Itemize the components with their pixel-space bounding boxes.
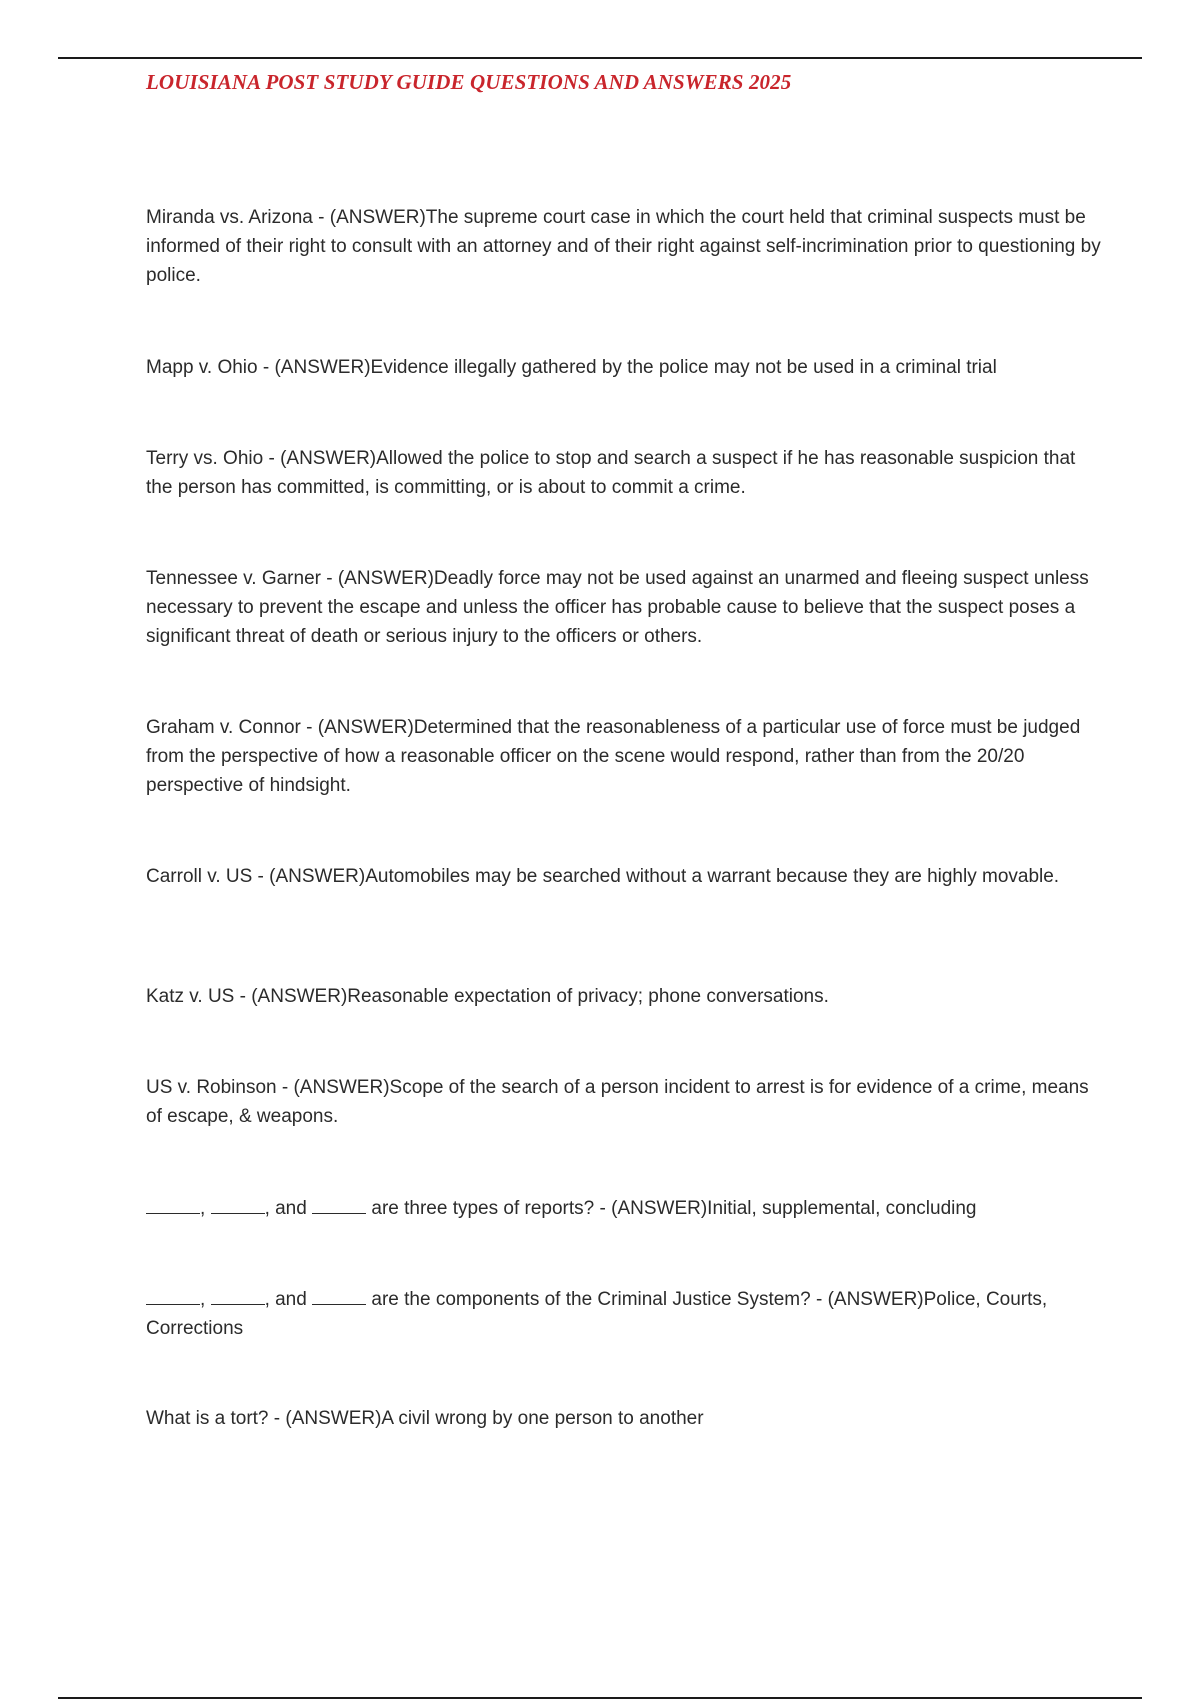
blank-separator: , bbox=[200, 1198, 206, 1219]
answer-blank bbox=[211, 1196, 265, 1214]
qa-item-robinson: US v. Robinson - (ANSWER)Scope of the search of a person incident to arrest is for evidence of a crime, means of escape, & weapons. bbox=[146, 1077, 1089, 1127]
qa-item-terry: Terry vs. Ohio - (ANSWER)Allowed the police to stop and search a suspect if he has reasonable suspicion that the person has committed, is committing, or is about to commit a crime. bbox=[146, 448, 1076, 498]
answer-blank bbox=[146, 1287, 200, 1305]
answer-blank bbox=[312, 1287, 366, 1305]
qa-item-mapp: Mapp v. Ohio - (ANSWER)Evidence illegally gathered by the police may not be used in a criminal trial bbox=[146, 357, 997, 378]
qa-item-katz: Katz v. US - (ANSWER)Reasonable expectation of privacy; phone conversations. bbox=[146, 986, 829, 1007]
qa-item-miranda: Miranda vs. Arizona - (ANSWER)The supreme court case in which the court held that criminal suspects must be informed of their right to consult with an attorney and of their right against self-incrimination prior to questioning by police. bbox=[146, 207, 1101, 286]
answer-blank bbox=[211, 1287, 265, 1305]
footer-rule bbox=[58, 1697, 1142, 1699]
qa-item-graham: Graham v. Connor - (ANSWER)Determined that the reasonableness of a particular use of force must be judged from the perspective of how a reasonable officer on the scene would respond, rather than from the 20/20 perspective of hindsight. bbox=[146, 717, 1081, 796]
qa-item-garner: Tennessee v. Garner - (ANSWER)Deadly force may not be used against an unarmed and fleeing suspect unless necessary to prevent the escape and unless the officer has probable cause to believe that the suspect poses a significant threat of death or serious injury to the officers or others. bbox=[146, 568, 1089, 647]
answer-blank bbox=[146, 1196, 200, 1214]
qa-item-text: are the components of the Criminal Justice System? - (ANSWER)Police, Courts, Corrections bbox=[146, 1289, 1048, 1339]
qa-item-cjs-components bbox=[146, 1285, 1106, 1343]
document-title: LOUISIANA POST STUDY GUIDE QUESTIONS AND ANSWERS 2025 bbox=[146, 70, 792, 94]
blank-separator: , bbox=[200, 1289, 206, 1310]
header-rule bbox=[58, 57, 1142, 59]
blank-separator: , and bbox=[264, 1289, 307, 1310]
qa-item-text: are three types of reports? - (ANSWER)Initial, supplemental, concluding bbox=[371, 1198, 977, 1219]
qa-item-tort: What is a tort? - (ANSWER)A civil wrong by one person to another bbox=[146, 1408, 704, 1429]
qa-item-report-types bbox=[146, 1194, 1106, 1223]
answer-blank bbox=[312, 1196, 366, 1214]
qa-item-carroll: Carroll v. US - (ANSWER)Automobiles may be searched without a warrant because they are highly movable. bbox=[146, 866, 1060, 887]
blank-separator: , and bbox=[264, 1198, 307, 1219]
